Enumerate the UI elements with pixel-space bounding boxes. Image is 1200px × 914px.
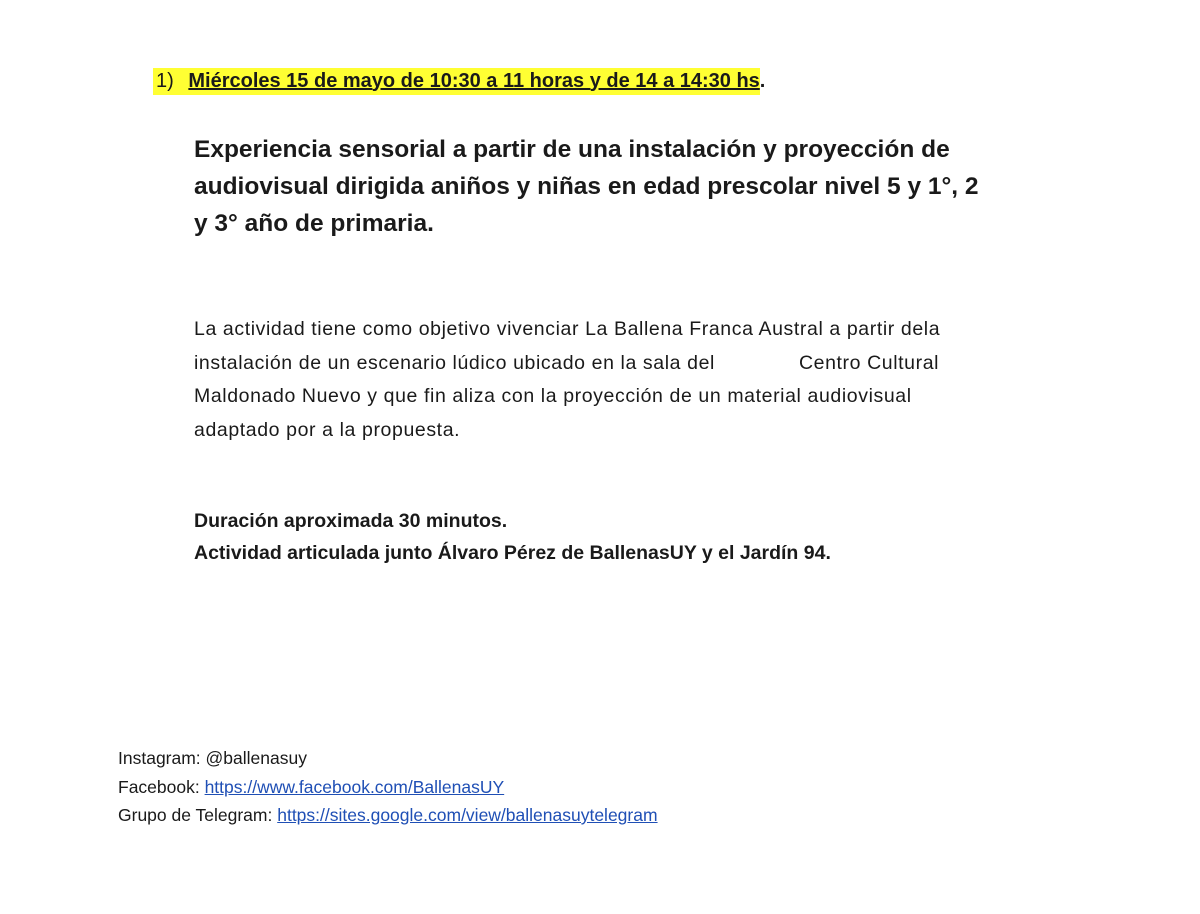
telegram-link[interactable]: https://sites.google.com/view/ballenasuytelegram	[277, 805, 658, 825]
description-line-2-end: Centro Cultural	[798, 351, 940, 374]
activity-details	[194, 505, 831, 569]
activity-heading	[194, 131, 1024, 242]
heading-line-1: Experiencia sensorial a partir de una instalación y proyección de	[194, 136, 950, 163]
instagram-line: Instagram: @ballenasuy	[118, 748, 307, 768]
event-date-text: Miércoles 15 de mayo de 10:30 a 11 horas y de 14 a 14:30 hs	[188, 68, 759, 95]
heading-line-2: audiovisual dirigida aniños y niñas en edad prescolar nivel 5 y 1°, 2	[194, 173, 979, 200]
duration-text: Duración aproximada 30 minutos.	[194, 510, 508, 532]
list-number-spacer	[180, 68, 189, 95]
facebook-link[interactable]: https://www.facebook.com/BallenasUY	[204, 776, 505, 797]
telegram-label: Grupo de Telegram:	[118, 805, 278, 825]
event-date-line	[153, 66, 765, 96]
description-line-2	[194, 347, 1034, 381]
description-line-3: Maldonado Nuevo y que fin aliza con la proyección de un material audiovisual	[194, 385, 912, 407]
description-line-4: adaptado por a la propuesta.	[194, 418, 461, 441]
telegram-line	[118, 801, 658, 830]
list-number: 1)	[153, 68, 180, 95]
activity-description	[194, 313, 1034, 447]
contact-info	[118, 744, 658, 830]
facebook-label: Facebook:	[118, 776, 205, 797]
facebook-line	[118, 773, 658, 802]
partners-text: Actividad articulada junto Álvaro Pérez de BallenasUY y el Jardín 94.	[194, 542, 831, 564]
heading-line-3: y 3° año de primaria.	[194, 210, 434, 237]
description-line-2-start: instalación de un escenario lúdico ubicado en la sala del	[194, 351, 715, 374]
event-date-period: .	[759, 69, 766, 92]
description-line-1: La actividad tiene como objetivo vivenciar La Ballena Franca Austral a partir dela	[194, 318, 941, 340]
